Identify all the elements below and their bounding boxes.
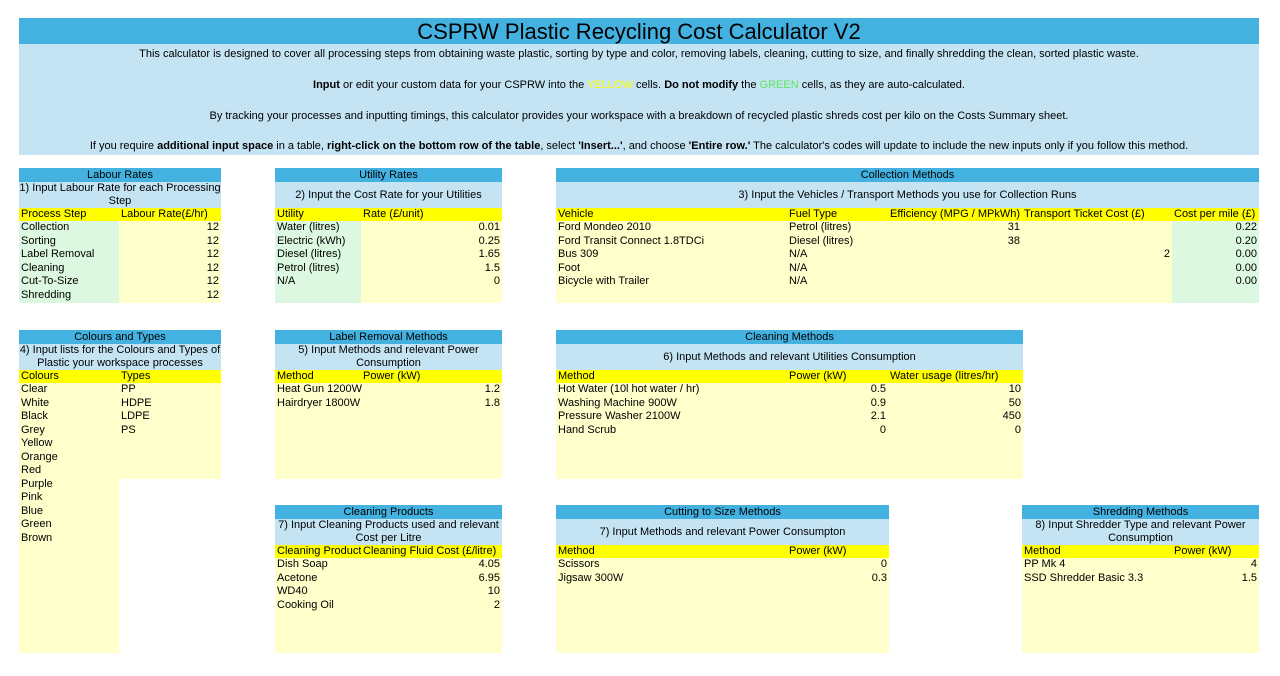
label-power-header: Power (kW)	[361, 370, 502, 383]
efficiency-cell[interactable]	[888, 248, 1022, 262]
shredder-power-header: Power (kW)	[1172, 545, 1259, 558]
labour-rates-title: Labour Rates	[19, 168, 221, 182]
cutting-method-cell[interactable]: Scissors	[558, 558, 600, 570]
colours-types-subtitle: 4) Input lists for the Colours and Types of Plastic your workspace processes	[19, 344, 221, 369]
colour-cell[interactable]: Grey	[21, 423, 45, 436]
collection-methods-subtitle: 3) Input the Vehicles / Transport Methods you use for Collection Runs	[556, 182, 1259, 208]
labour-rate-cell[interactable]: 12	[206, 288, 219, 301]
cleaning-fluid-cost-cell[interactable]: 2	[493, 598, 500, 611]
water-usage-header: Water usage (litres/hr)	[888, 370, 1023, 383]
cost-per-mile-cell: 0.00	[1235, 248, 1257, 260]
cost-per-mile-cell: 0.22	[1235, 221, 1257, 233]
colour-cell[interactable]: Orange	[21, 450, 58, 463]
cleaning-fluid-cost-cell[interactable]: 6.95	[478, 571, 500, 584]
type-cell[interactable]: PS	[121, 423, 136, 436]
vehicle-cell[interactable]: Bus 309	[558, 248, 599, 260]
label-power-cell[interactable]: 1.2	[484, 383, 500, 395]
banner-insert-row-note: If you require additional input space in a table, right-click on the bottom row of the table, select 'Insert...', and choose 'Entire row.' The calculator's codes will update to include the new inputs only if you follow this method.	[89, 140, 1189, 152]
info-banner	[19, 18, 1259, 155]
fuel-type-cell[interactable]: Petrol (litres)	[789, 221, 852, 233]
process-step-cell: Collection	[21, 221, 70, 233]
cleaning-method-cell[interactable]: Pressure Washer 2100W	[558, 410, 681, 422]
banner-input-instructions: Input or edit your custom data for your CSPRW into the YELLOW cells. Do not modify the GREEN cells, as they are auto-calculated.	[313, 79, 965, 91]
utility-name-cell: Diesel (litres)	[277, 248, 342, 260]
label-method-cell[interactable]: Heat Gun 1200W	[277, 383, 362, 395]
shredder-method-cell[interactable]: PP Mk 4	[1024, 558, 1066, 570]
process-step-cell: Label Removal	[21, 248, 95, 260]
cutting-method-cell[interactable]: Jigsaw 300W	[558, 571, 624, 584]
label-method-header: Method	[275, 370, 361, 383]
cleaning-product-cell[interactable]: Dish Soap	[277, 558, 328, 570]
process-step-cell: Sorting	[21, 234, 56, 247]
efficiency-cell[interactable]: 31	[1007, 221, 1020, 233]
utility-rate-cell[interactable]: 1.65	[478, 248, 500, 260]
shredder-power-cell[interactable]: 1.5	[1241, 571, 1257, 584]
cleaning-power-cell[interactable]: 0.9	[870, 396, 886, 409]
labour-rate-header: Labour Rate(£/hr)	[119, 208, 221, 221]
colour-cell[interactable]: Green	[21, 518, 52, 530]
labour-rate-cell[interactable]: 12	[206, 221, 219, 233]
cutting-power-cell[interactable]: 0	[880, 558, 887, 570]
ticket-cost-cell[interactable]	[1022, 275, 1172, 289]
cleaning-method-header: Method	[556, 370, 787, 383]
cutting-method-header: Method	[556, 545, 787, 558]
fuel-type-cell[interactable]: Diesel (litres)	[789, 234, 854, 247]
cutting-methods-title: Cutting to Size Methods	[556, 505, 889, 519]
vehicle-cell[interactable]: Ford Transit Connect 1.8TDCi	[558, 234, 705, 247]
labour-rate-cell[interactable]: 12	[206, 248, 219, 260]
label-removal-title: Label Removal Methods	[275, 330, 502, 344]
efficiency-cell[interactable]	[888, 262, 1022, 276]
cleaning-power-cell[interactable]: 2.1	[870, 410, 886, 422]
ticket-cost-header: Transport Ticket Cost (£)	[1022, 208, 1172, 221]
type-cell[interactable]: LDPE	[121, 410, 150, 422]
cleaning-method-cell[interactable]: Washing Machine 900W	[558, 396, 677, 409]
colour-cell[interactable]: White	[21, 396, 50, 409]
shredding-methods-subtitle: 8) Input Shredder Type and relevant Power Consumption	[1022, 519, 1259, 545]
banner-tracking-note: By tracking your processes and inputting timings, this calculator provides your workspace with a breakdown of recycled plastic shreds cost per kilo on the Costs Summary sheet.	[209, 110, 1069, 122]
cost-per-mile-cell: 0.20	[1235, 234, 1257, 247]
cost-per-mile-cell: 0.00	[1235, 261, 1257, 274]
colour-cell[interactable]: Black	[21, 410, 48, 422]
colour-cell[interactable]: Purple	[21, 477, 53, 490]
colour-cell[interactable]: Red	[21, 464, 42, 476]
utility-rate-cell[interactable]: 0	[493, 275, 500, 287]
shredder-method-header: Method	[1022, 545, 1172, 558]
ticket-cost-cell[interactable]: 2	[1163, 248, 1170, 260]
utility-rate-cell[interactable]: 0.25	[478, 234, 500, 247]
utility-rate-cell[interactable]: 1.5	[484, 261, 500, 274]
efficiency-cell[interactable]: 38	[1007, 234, 1020, 247]
yellow-keyword: YELLOW	[587, 79, 633, 91]
label-removal-subtitle: 5) Input Methods and relevant Power Consumption	[275, 344, 502, 370]
fuel-type-cell[interactable]: N/A	[789, 248, 808, 260]
utility-name-cell: Petrol (litres)	[277, 261, 340, 274]
cleaning-fluid-cost-header: Cleaning Fluid Cost (£/litre)	[361, 545, 502, 558]
cutting-methods-subtitle: 7) Input Methods and relevant Power Consumpton	[556, 519, 889, 545]
colour-cell[interactable]: Pink	[21, 491, 43, 503]
process-step-cell: Cleaning	[21, 261, 65, 274]
utility-rate-cell[interactable]: 0.01	[478, 221, 500, 233]
utility-name-cell: Electric (kWh)	[277, 234, 346, 247]
cleaning-method-cell[interactable]: Hot Water (10l hot water / hr)	[558, 383, 700, 395]
cleaning-products-title: Cleaning Products	[275, 505, 502, 519]
cutting-power-header: Power (kW)	[787, 545, 889, 558]
utility-rate-header: Rate (£/unit)	[361, 208, 502, 221]
cleaning-product-header: Cleaning Product	[277, 545, 362, 557]
cleaning-power-cell[interactable]: 0.5	[870, 383, 886, 395]
cost-per-mile-header: Cost per mile (£)	[1172, 208, 1259, 221]
type-cell[interactable]: PP	[121, 383, 136, 395]
labour-rate-cell[interactable]: 12	[206, 275, 219, 287]
collection-methods-title: Collection Methods	[556, 168, 1259, 182]
cleaning-product-cell[interactable]: Cooking Oil	[277, 598, 334, 611]
water-usage-cell[interactable]: 50	[1008, 396, 1021, 409]
utility-name-cell: Water (litres)	[277, 221, 340, 233]
label-power-cell[interactable]: 1.8	[484, 396, 500, 409]
water-usage-cell[interactable]: 10	[1008, 383, 1021, 395]
utility-header: Utility	[275, 208, 361, 221]
shredder-method-cell[interactable]: SSD Shredder Basic 3.3	[1024, 571, 1144, 584]
cleaning-power-header: Power (kW)	[787, 370, 888, 383]
vehicle-header: Vehicle	[556, 208, 787, 221]
cleaning-products-subtitle: 7) Input Cleaning Products used and relevant Cost per Litre	[275, 519, 502, 545]
labour-rate-cell[interactable]: 12	[206, 234, 219, 247]
type-cell[interactable]: HDPE	[121, 396, 152, 409]
labour-rate-cell[interactable]: 12	[206, 261, 219, 274]
vehicle-cell[interactable]: Bicycle with Trailer	[558, 275, 650, 287]
cleaning-methods-title: Cleaning Methods	[556, 330, 1023, 344]
vehicle-cell[interactable]: Foot	[558, 261, 581, 274]
cleaning-product-cell[interactable]: Acetone	[277, 571, 318, 584]
cleaning-methods-subtitle: 6) Input Methods and relevant Utilities Consumption	[556, 344, 1023, 370]
water-usage-cell[interactable]: 450	[1002, 410, 1021, 422]
cleaning-fluid-cost-cell[interactable]: 4.05	[478, 558, 500, 570]
colour-cell[interactable]: Clear	[21, 383, 48, 395]
colour-cell[interactable]: Yellow	[21, 437, 53, 449]
water-usage-cell[interactable]: 0	[1014, 423, 1021, 436]
ticket-cost-cell[interactable]	[1022, 262, 1172, 276]
cleaning-fluid-cost-cell[interactable]: 10	[487, 585, 500, 597]
utility-rates-title: Utility Rates	[275, 168, 502, 182]
colour-cell[interactable]: Blue	[21, 504, 44, 517]
shredding-methods-title: Shredding Methods	[1022, 505, 1259, 519]
process-step-header: Process Step	[19, 208, 119, 221]
colours-types-title: Colours and Types	[19, 330, 221, 344]
colour-cell[interactable]: Brown	[21, 531, 53, 544]
efficiency-cell[interactable]	[888, 275, 1022, 289]
fuel-type-cell[interactable]: N/A	[789, 275, 808, 287]
cost-per-mile-cell: 0.00	[1235, 275, 1257, 287]
colours-header: Colours	[19, 370, 119, 383]
process-step-cell: Shredding	[21, 288, 72, 301]
banner-description: This calculator is designed to cover all processing steps from obtaining waste plastic, sorting by type and color, removing labels, cleaning, cutting to size, and finally shredding the clean, sorted plastic waste.	[139, 48, 1139, 60]
fuel-type-header: Fuel Type	[787, 208, 888, 221]
cleaning-power-cell[interactable]: 0	[879, 423, 886, 436]
cleaning-product-cell[interactable]: WD40	[277, 585, 308, 597]
types-header: Types	[119, 370, 221, 383]
utility-name-cell: N/A	[277, 275, 296, 287]
utility-rates-subtitle: 2) Input the Cost Rate for your Utilities	[275, 182, 502, 208]
efficiency-header: Efficiency (MPG / MPkWh)	[888, 208, 1022, 221]
vehicle-cell[interactable]: Ford Mondeo 2010	[558, 221, 651, 233]
fuel-type-cell[interactable]: N/A	[789, 261, 808, 274]
label-method-cell[interactable]: Hairdryer 1800W	[277, 396, 361, 409]
shredder-power-cell[interactable]: 4	[1250, 558, 1257, 570]
process-step-cell: Cut-To-Size	[21, 275, 79, 287]
page-title: CSPRW Plastic Recycling Cost Calculator V2	[19, 18, 1259, 44]
green-keyword: GREEN	[759, 79, 799, 91]
cleaning-method-cell[interactable]: Hand Scrub	[558, 423, 617, 436]
ticket-cost-cell[interactable]	[1022, 235, 1172, 249]
ticket-cost-cell[interactable]	[1022, 221, 1172, 235]
labour-rates-subtitle: 1) Input Labour Rate for each Processing Step	[19, 182, 221, 207]
cutting-power-cell[interactable]: 0.3	[871, 571, 887, 584]
